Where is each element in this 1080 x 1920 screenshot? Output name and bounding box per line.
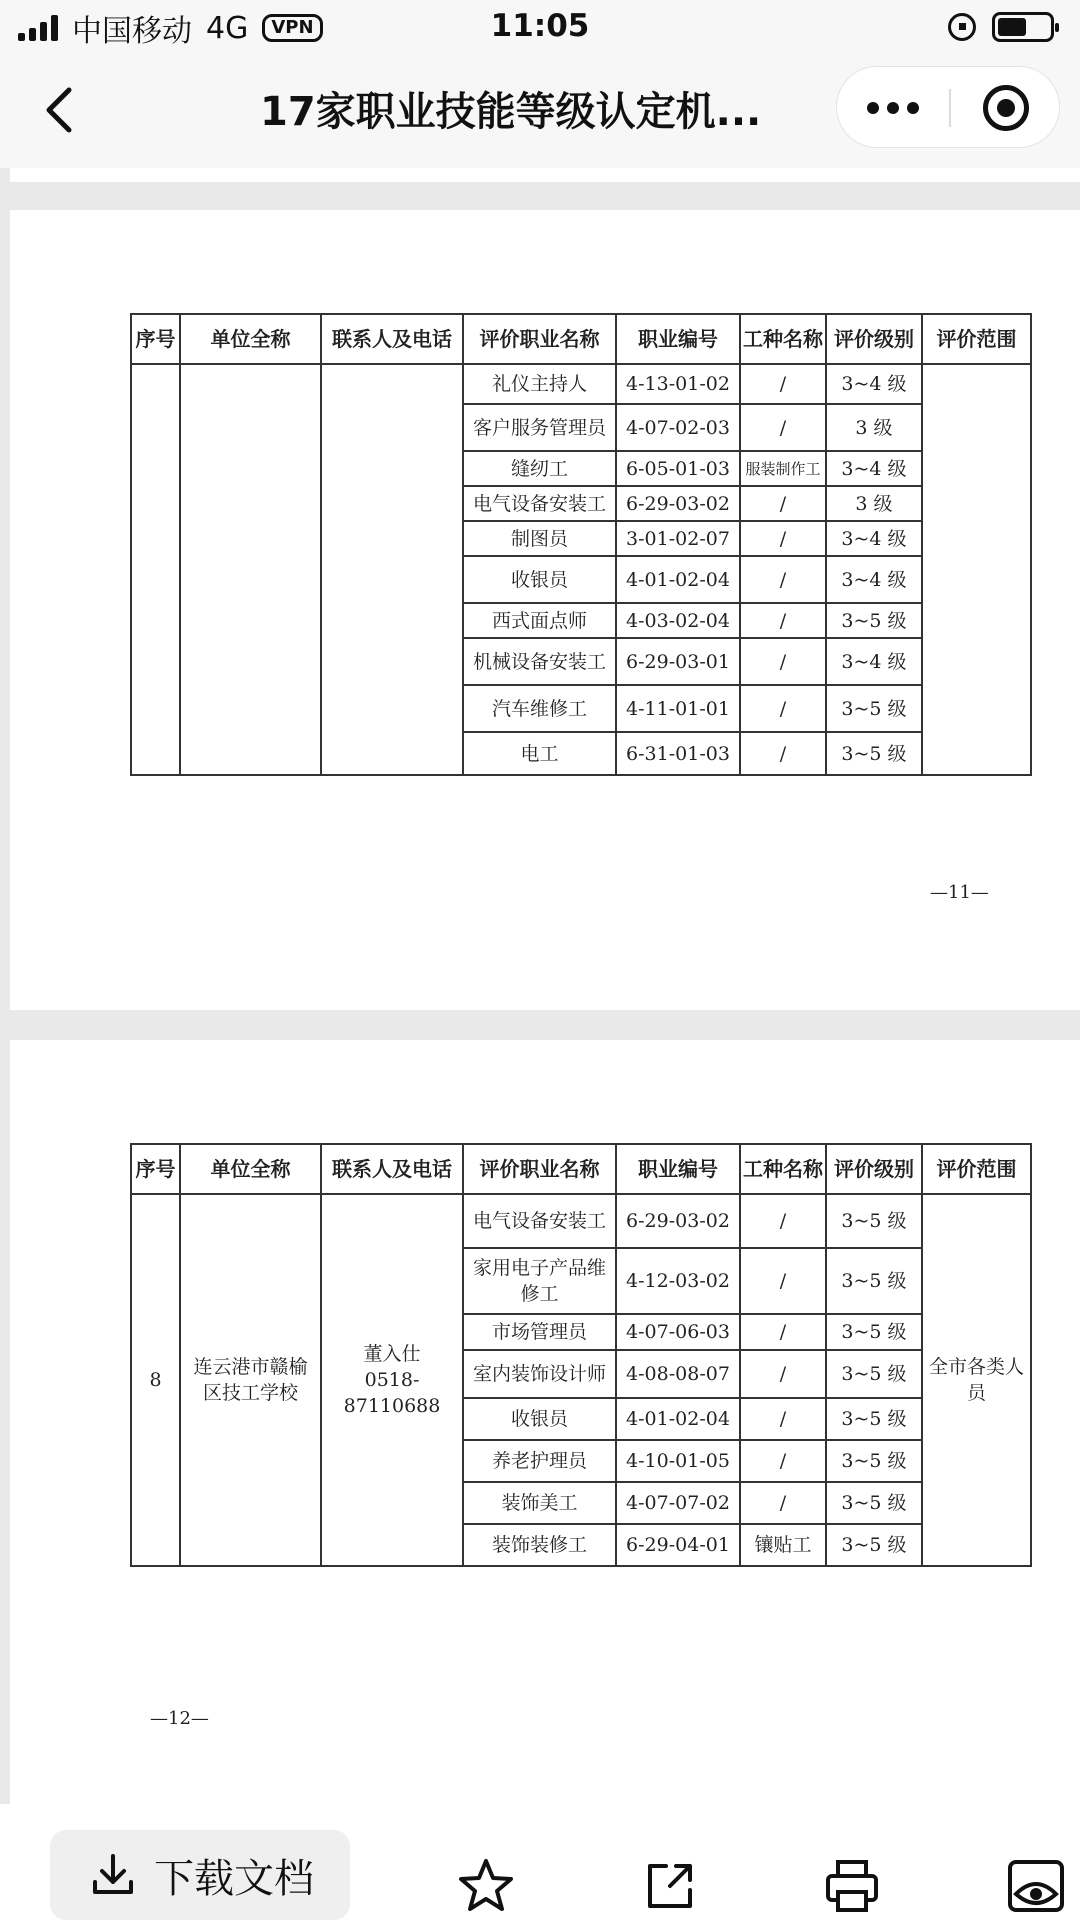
document-page-11	[10, 210, 1080, 1010]
contact-cell	[321, 364, 463, 775]
table-header-cell: 工种名称	[740, 1144, 826, 1194]
job-code-cell: 4-07-06-03	[616, 1314, 740, 1350]
scope-cell	[922, 1194, 1031, 1566]
level-cell: 3~5 级	[826, 1440, 922, 1482]
work-type-cell: /	[740, 732, 826, 775]
level-cell: 3~5 级	[826, 1314, 922, 1350]
org-name-line: 区技工学校	[202, 1382, 298, 1404]
print-icon[interactable]	[822, 1856, 882, 1916]
download-icon	[90, 1852, 136, 1898]
table-header-cell: 评价级别	[826, 1144, 922, 1194]
work-type-cell: /	[740, 404, 826, 451]
job-name-cell: 收银员	[463, 1398, 616, 1440]
seq-cell	[131, 364, 180, 775]
work-type-cell: /	[740, 364, 826, 404]
job-name-cell: 装饰美工	[463, 1482, 616, 1524]
rotation-lock-icon	[948, 13, 976, 41]
bottom-toolbar	[0, 1804, 1080, 1920]
work-type-cell: /	[740, 1482, 826, 1524]
page-title: 17家职业技能等级认定机...	[260, 89, 762, 135]
job-code-cell: 6-29-03-01	[616, 638, 740, 685]
work-type-cell: /	[740, 521, 826, 556]
table-header-cell: 职业编号	[616, 1144, 740, 1194]
level-cell: 3 级	[826, 486, 922, 521]
contact-phone: 0518-87110688	[343, 1369, 441, 1417]
level-cell: 3 级	[826, 404, 922, 451]
job-code-cell: 4-08-08-07	[616, 1350, 740, 1398]
table-header-cell: 评价范围	[922, 314, 1031, 364]
org-cell	[180, 1194, 321, 1566]
job-name-cell: 养老护理员	[463, 1440, 616, 1482]
table-header-cell: 联系人及电话	[321, 1144, 463, 1194]
job-code-cell: 6-29-03-02	[616, 486, 740, 521]
job-name-cell: 汽车维修工	[463, 685, 616, 732]
job-code-cell: 4-10-01-05	[616, 1440, 740, 1482]
job-code-cell: 6-29-03-02	[616, 1194, 740, 1248]
table-header-cell: 单位全称	[180, 1144, 321, 1194]
job-code-cell: 4-01-02-04	[616, 1398, 740, 1440]
page-number: —11—	[930, 882, 989, 903]
job-name-cell: 缝纫工	[463, 451, 616, 486]
job-name-cell: 礼仪主持人	[463, 364, 616, 404]
table-header-cell: 序号	[131, 1144, 180, 1194]
work-type-cell: /	[740, 1398, 826, 1440]
table-header-row	[131, 314, 1031, 364]
job-name-cell: 电工	[463, 732, 616, 775]
scope-line: 全市各类人	[928, 1356, 1024, 1378]
work-type-cell: /	[740, 486, 826, 521]
table-row	[131, 364, 1031, 404]
share-icon[interactable]	[640, 1856, 700, 1916]
job-code-cell: 6-29-04-01	[616, 1524, 740, 1566]
job-code-cell: 4-12-03-02	[616, 1248, 740, 1314]
level-cell: 3~5 级	[826, 1350, 922, 1398]
level-cell: 3~5 级	[826, 732, 922, 775]
job-name-cell: 客户服务管理员	[463, 404, 616, 451]
level-cell: 3~4 级	[826, 521, 922, 556]
work-type-cell: 镶贴工	[740, 1524, 826, 1566]
close-miniprogram-button[interactable]	[983, 85, 1029, 131]
more-dots-icon	[867, 102, 879, 114]
work-type-cell: /	[740, 1440, 826, 1482]
network-type: 4G	[206, 10, 249, 46]
job-name-cell: 制图员	[463, 521, 616, 556]
job-name-cell: 装饰装修工	[463, 1524, 616, 1566]
contact-cell	[321, 1194, 463, 1566]
work-type-cell: /	[740, 1248, 826, 1314]
table-header-cell: 联系人及电话	[321, 314, 463, 364]
download-label: 下载文档	[154, 1855, 314, 1902]
level-cell: 3~5 级	[826, 1482, 922, 1524]
document-page-prev	[10, 168, 1080, 182]
level-cell: 3~5 级	[826, 685, 922, 732]
clock: 11:05	[490, 8, 590, 44]
work-type-cell: /	[740, 1314, 826, 1350]
table-header-cell: 职业编号	[616, 314, 740, 364]
job-code-cell: 4-13-01-02	[616, 364, 740, 404]
back-button[interactable]	[30, 82, 86, 138]
table-header-cell: 评价职业名称	[463, 314, 616, 364]
menu-capsule	[836, 66, 1060, 148]
cert-table-page-11	[130, 313, 1032, 776]
org-cell	[180, 364, 321, 775]
work-type-cell: /	[740, 1350, 826, 1398]
table-header-row	[131, 1144, 1031, 1194]
job-name-cell: 室内装饰设计师	[463, 1350, 616, 1398]
work-type-cell: /	[740, 638, 826, 685]
level-cell: 3~5 级	[826, 1524, 922, 1566]
table-row	[131, 1194, 1031, 1248]
table-header-cell: 序号	[131, 314, 180, 364]
job-code-cell: 4-07-07-02	[616, 1482, 740, 1524]
job-name-cell: 电气设备安装工	[463, 1194, 616, 1248]
more-button[interactable]	[837, 67, 949, 149]
table-header-cell: 评价级别	[826, 314, 922, 364]
view-icon[interactable]	[1006, 1856, 1066, 1916]
scope-line: 员	[966, 1382, 986, 1404]
status-bar	[0, 0, 1080, 56]
job-name-cell: 收银员	[463, 556, 616, 603]
job-name-cell: 机械设备安装工	[463, 638, 616, 685]
table-header-cell: 评价职业名称	[463, 1144, 616, 1194]
battery-icon	[992, 12, 1054, 42]
job-code-cell: 4-07-02-03	[616, 404, 740, 451]
job-code-cell: 6-05-01-03	[616, 451, 740, 486]
cert-table-page-12	[130, 1143, 1032, 1567]
job-name-cell: 电气设备安装工	[463, 486, 616, 521]
document-page-12	[10, 1040, 1080, 1810]
star-icon[interactable]	[456, 1856, 516, 1916]
job-name-cell: 西式面点师	[463, 603, 616, 638]
level-cell: 3~4 级	[826, 556, 922, 603]
contact-name: 董入仕	[363, 1343, 421, 1365]
work-type-cell: /	[740, 603, 826, 638]
job-code-cell: 6-31-01-03	[616, 732, 740, 775]
page-number: —12—	[150, 1708, 209, 1729]
vpn-badge: VPN	[262, 14, 322, 42]
work-type-cell: /	[740, 685, 826, 732]
seq-cell: 8	[131, 1194, 180, 1566]
job-name-cell: 家用电子产品维修工	[463, 1248, 616, 1314]
org-name-line: 连云港市赣榆	[193, 1356, 308, 1378]
level-cell: 3~4 级	[826, 638, 922, 685]
job-code-cell: 4-11-01-01	[616, 685, 740, 732]
table-header-cell: 单位全称	[180, 314, 321, 364]
level-cell: 3~5 级	[826, 1248, 922, 1314]
level-cell: 3~5 级	[826, 603, 922, 638]
scope-cell	[922, 364, 1031, 775]
level-cell: 3~4 级	[826, 451, 922, 486]
download-button[interactable]	[50, 1830, 350, 1920]
title-bar	[0, 56, 1080, 168]
carrier: 中国移动	[72, 14, 192, 49]
chevron-left-icon	[41, 86, 75, 134]
job-name-cell: 市场管理员	[463, 1314, 616, 1350]
job-code-cell: 4-03-02-04	[616, 603, 740, 638]
work-type-cell: /	[740, 1194, 826, 1248]
job-code-cell: 3-01-02-07	[616, 521, 740, 556]
job-code-cell: 4-01-02-04	[616, 556, 740, 603]
level-cell: 3~5 级	[826, 1398, 922, 1440]
level-cell: 3~4 级	[826, 364, 922, 404]
table-header-cell: 评价范围	[922, 1144, 1031, 1194]
work-type-cell: /	[740, 556, 826, 603]
table-header-cell: 工种名称	[740, 314, 826, 364]
level-cell: 3~5 级	[826, 1194, 922, 1248]
work-type-cell: 服装制作工	[740, 451, 826, 486]
